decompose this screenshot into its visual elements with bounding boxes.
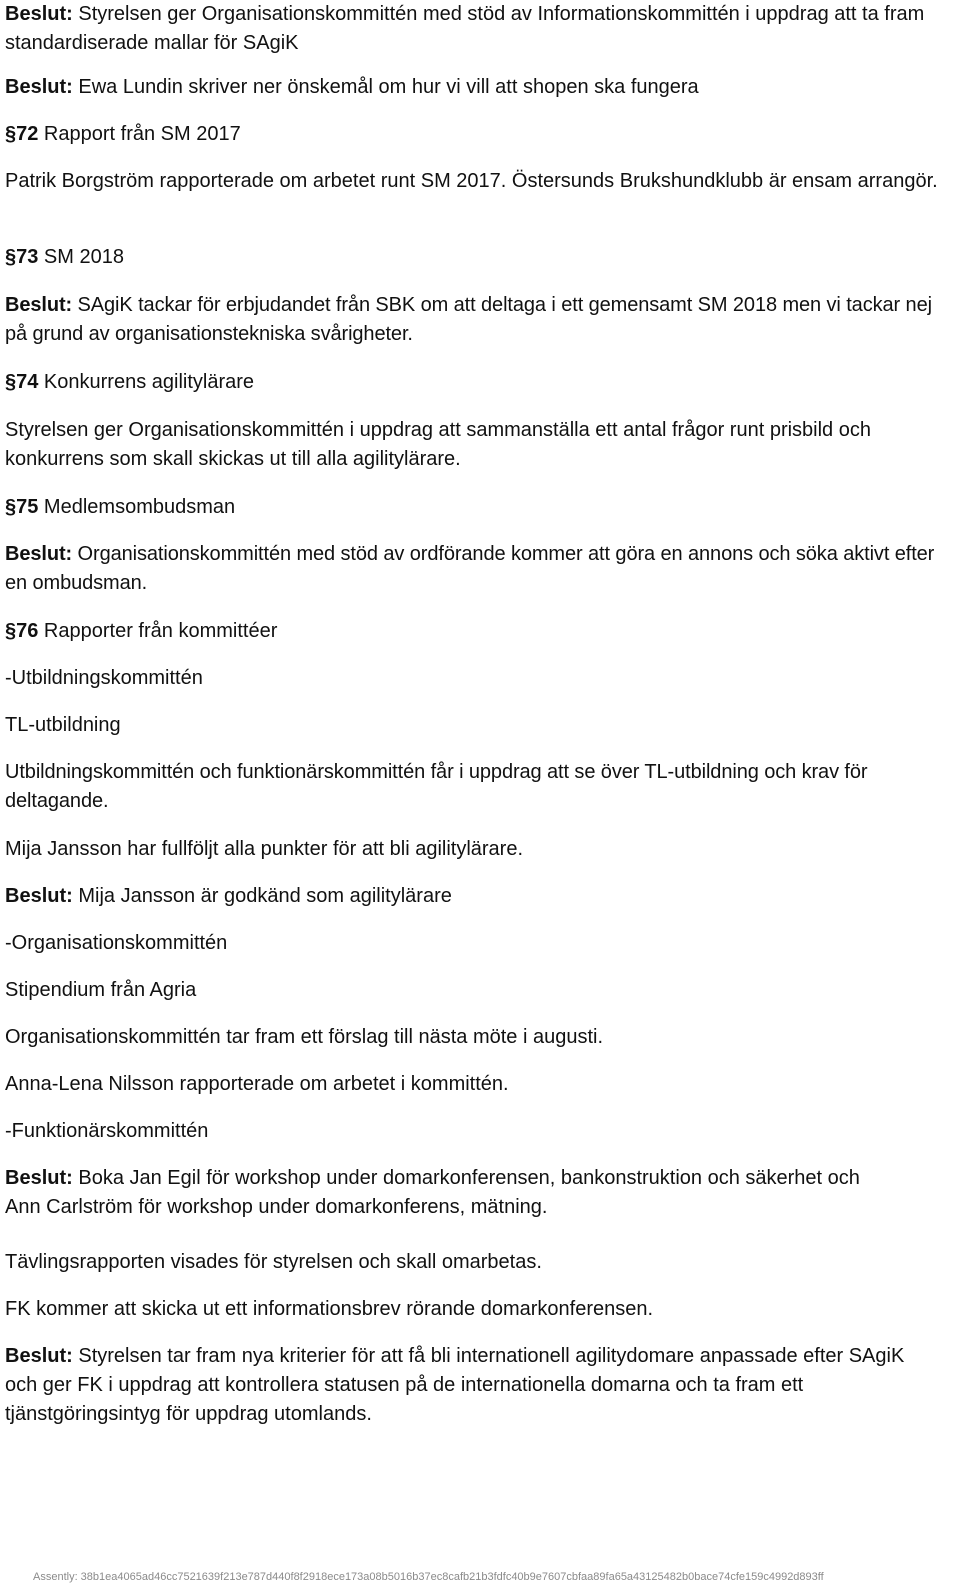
body-paragraph	[5, 929, 955, 958]
paragraph-text: Ewa Lundin skriver ner önskemål om hur vi vill att shopen ska fungera	[72, 76, 699, 98]
paragraph-text: Styrelsen ger Organisationskommittén med stöd av Informationskommittén i uppdrag att ta fram standardiserade mallar för SAgiK	[5, 3, 925, 54]
decision-label: Beslut:	[5, 543, 73, 565]
section-heading	[5, 243, 955, 272]
paragraph-text: Styrelsen tar fram nya kriterier för att få bli internationell agilitydomare anpassade efter SAgiK och ger FK i uppdrag att kontrollera statusen på de internationella domarna och ta fram ett tjänstgöringsintyg för uppdrag utomlands.	[5, 1345, 905, 1425]
section-heading	[5, 120, 955, 149]
body-paragraph	[5, 416, 955, 474]
section-title: Medlemsombudsman	[38, 496, 236, 518]
body-paragraph	[5, 711, 955, 740]
body-paragraph	[5, 758, 955, 816]
section-number: §72	[5, 123, 39, 145]
paragraph-text: Organisationskommittén tar fram ett förslag till nästa möte i augusti.	[5, 1026, 604, 1048]
section-heading	[5, 617, 955, 646]
decision-paragraph	[5, 0, 955, 58]
decision-paragraph	[5, 1342, 935, 1429]
paragraph-text: FK kommer att skicka ut ett informationsbrev rörande domarkonferensen.	[5, 1298, 654, 1320]
body-paragraph	[5, 976, 955, 1005]
body-paragraph	[5, 1295, 955, 1324]
paragraph-text: SAgiK tackar för erbjudandet från SBK om att deltaga i ett gemensamt SM 2018 men vi tackar nej på grund av organisationstekniska svårigheter.	[5, 294, 932, 345]
decision-label: Beslut:	[5, 3, 73, 25]
body-paragraph	[5, 1070, 955, 1099]
paragraph-text: TL-utbildning	[5, 714, 121, 736]
paragraph-text: -Funktionärskommittén	[5, 1120, 209, 1142]
body-paragraph	[5, 835, 955, 864]
section-heading	[5, 368, 955, 397]
paragraph-text: Mija Jansson har fullföljt alla punkter för att bli agilitylärare.	[5, 838, 524, 860]
decision-label: Beslut:	[5, 76, 73, 98]
section-number: §73	[5, 246, 39, 268]
paragraph-text: Utbildningskommittén och funktionärskommittén får i uppdrag att se över TL-utbildning och krav för deltagande.	[5, 761, 868, 812]
paragraph-text: Tävlingsrapporten visades för styrelsen och skall omarbetas.	[5, 1251, 542, 1273]
paragraph-text: Stipendium från Agria	[5, 979, 197, 1001]
paragraph-text: -Utbildningskommittén	[5, 667, 203, 689]
decision-paragraph	[5, 540, 955, 598]
paragraph-text: Mija Jansson är godkänd som agilitylärare	[72, 885, 452, 907]
body-paragraph	[5, 1248, 955, 1277]
paragraph-text: Patrik Borgström rapporterade om arbetet runt SM 2017. Östersunds Brukshundklubb är ensam arrangör.	[5, 170, 938, 192]
decision-paragraph	[5, 1164, 885, 1222]
paragraph-text: Organisationskommittén med stöd av ordförande kommer att göra en annons och söka aktivt efter en ombudsman.	[5, 543, 935, 594]
decision-label: Beslut:	[5, 1345, 73, 1367]
body-paragraph	[5, 167, 955, 196]
body-paragraph	[5, 1117, 955, 1146]
decision-label: Beslut:	[5, 294, 73, 316]
decision-paragraph	[5, 882, 955, 911]
paragraph-text: Styrelsen ger Organisationskommittén i uppdrag att sammanställa ett antal frågor runt prisbild och konkurrens som skall skickas ut till alla agilitylärare.	[5, 419, 871, 470]
decision-label: Beslut:	[5, 885, 73, 907]
section-heading	[5, 493, 955, 522]
section-number: §76	[5, 620, 39, 642]
section-number: §75	[5, 496, 39, 518]
section-title: SM 2018	[38, 246, 124, 268]
section-title: Rapport från SM 2017	[38, 123, 241, 145]
paragraph-text: Boka Jan Egil för workshop under domarkonferensen, bankonstruktion och säkerhet och Ann Carlström för workshop under domarkonferens, mätning.	[5, 1167, 860, 1218]
paragraph-text: -Organisationskommittén	[5, 932, 228, 954]
section-number: §74	[5, 371, 39, 393]
section-title: Rapporter från kommittéer	[38, 620, 278, 642]
decision-paragraph	[5, 73, 955, 102]
assently-signature-id: Assently: 38b1ea4065ad46cc7521639f213e787d440f8f2918ece173a08b5016b37ec8cafb21b3fdfc40b9e7607cbfaa89fa65a43125482b0bace74cfe159c4992d893ff	[33, 1571, 824, 1583]
section-title: Konkurrens agilitylärare	[38, 371, 255, 393]
body-paragraph	[5, 664, 955, 693]
decision-paragraph	[5, 291, 955, 349]
decision-label: Beslut:	[5, 1167, 73, 1189]
paragraph-text: Anna-Lena Nilsson rapporterade om arbetet i kommittén.	[5, 1073, 509, 1095]
body-paragraph	[5, 1023, 955, 1052]
